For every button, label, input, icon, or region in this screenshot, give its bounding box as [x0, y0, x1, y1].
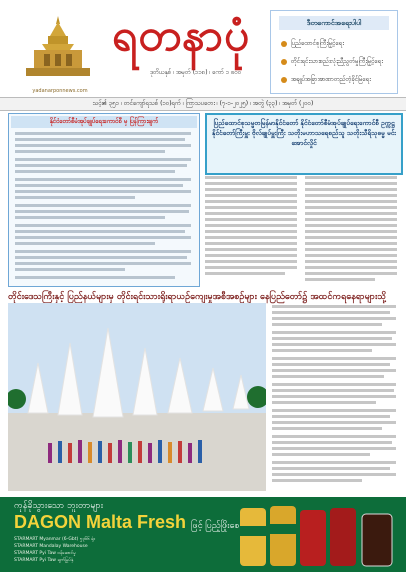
- ad-brand: DAGON Malta Fresh ဖြင့် ပြည့်ဖြိုးစေ: [14, 512, 240, 532]
- dateline: သင့်၏ ၃၅၁ ၊ တင်ကျော်ရသစ် (၁၀)ရက် ၊ ကြာသပတေး ၊ (၇-၁-၂၀၂၅) ၊ အတွဲ (၃၃) ၊ အမှတ် (၂၀၀): [0, 97, 406, 111]
- highlights-title: ဒီတကောင်အရေးပါပါ: [279, 16, 389, 30]
- ad-line: STARMART Myanmar (6-Gbt) ၅၃၆၆ ရုံး: [14, 537, 95, 542]
- feature-title: တိုင်းဒေသကြီးနှင့် ပြည်နယ်များမှ တိုင်းရင်းသားရိုးရာယဉ်ကျေးမှုအစီအစဉ်များ နေပြည်တော်၌ အထင်ကရနေရာများသို့: [8, 292, 386, 302]
- headline-text: ပြည်ထောင်စုသမ္မတမြန်မာနိုင်ငံတော် နိုင်ငံတော်စီမံအုပ်ချုပ်ရေးကောင်စီ ဥက္ကဋ္ဌ နိုင်ငံတော်ကြီးမှူး ဗိုလ်ချုပ်မှူးကြီး သတိုးမဟာသရေစည်သူ သတိုးသီရိသုဓမ္မ မင်းအောင်လှိုင်: [212, 119, 396, 147]
- highlight-item: တိုင်းရင်းသားစည်းလုံးညီညွတ်မှုကြီးမြှင့်ရေး: [281, 57, 393, 66]
- pagoda-logo-icon: [22, 14, 94, 84]
- highlight-item: အချုပ်အခြာအာဏာတည်တံ့ခိုင်မြဲရေး: [281, 75, 393, 84]
- headline-box: [205, 113, 403, 175]
- feature-photo: [8, 303, 266, 491]
- bullet-icon: [281, 77, 287, 83]
- site-url: yadanarponnews.com: [32, 88, 88, 94]
- announcement-text-lines: [15, 132, 193, 282]
- advertisement-banner[interactable]: [0, 497, 406, 572]
- announcement-heading: နိုင်ငံတော်စီမံအုပ်ချုပ်ရေးကောင်စီ မှ ပြန်ကြားချက်: [11, 116, 197, 128]
- highlight-item: ပြည်ထောင်စုကြီးမြှင့်ရေး: [281, 39, 393, 48]
- ad-line: STARMART Mandalay Warehouse: [14, 544, 88, 549]
- bullet-icon: [281, 41, 287, 47]
- side-article: [272, 303, 400, 491]
- paper-title: ရတနာပုံ: [112, 10, 251, 61]
- highlights-box: [270, 10, 398, 94]
- ad-headline: ကုန်ခိုသွားသော ဘူးတာများ: [14, 501, 103, 511]
- announcement-box: [8, 113, 200, 287]
- beverage-cans-icon: [230, 500, 400, 570]
- article-body: [205, 176, 399, 288]
- side-article-text-lines: [272, 303, 400, 491]
- ad-line: STARMART Pyi Taw ဝန်ဆောင်မှု: [14, 551, 76, 556]
- article-text-lines: [205, 176, 399, 288]
- paper-subtitle: ဒုတိယနှစ် ၊ အမှတ် (၁၁၈) ၊ ကော် ၁ ၈၀၀: [150, 69, 242, 76]
- ad-line: STARMART Pyi Taw ချက်မြုပ်နှံ: [14, 558, 74, 563]
- masthead: [0, 0, 406, 110]
- bullet-icon: [281, 59, 287, 65]
